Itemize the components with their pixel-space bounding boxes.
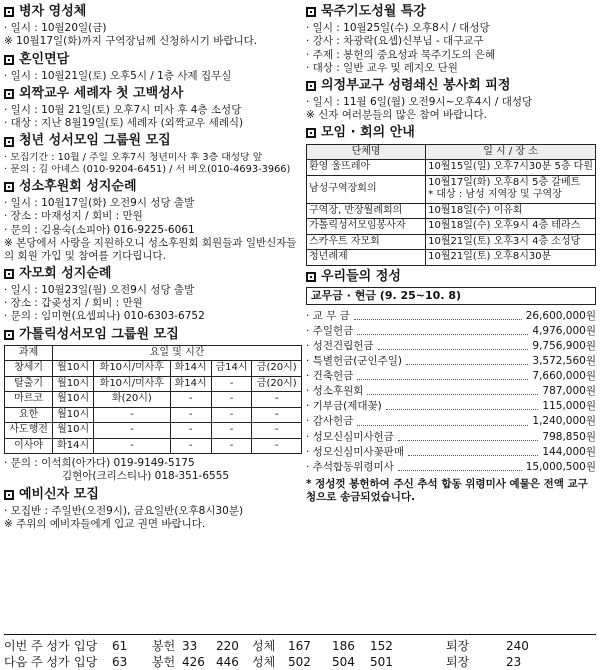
offering-label: · 성모신심미사헌금 — [306, 430, 394, 443]
hymn-cell: 성체 — [252, 654, 276, 669]
offering-amount: 9,756,900원 — [532, 339, 596, 352]
text-line: · 모집반 : 주일반(오전9시), 금요일반(오후8시30분) — [4, 504, 244, 517]
offering-label: · 성소후원회 — [306, 385, 364, 398]
table-header: 단체명 — [307, 144, 426, 160]
offering-item — [306, 354, 596, 369]
section-title: 병자 영성체 — [19, 4, 87, 19]
offering-amount: 4,976,000원 — [532, 324, 596, 337]
square-bullet-icon — [306, 7, 316, 17]
hymn-footer — [4, 634, 596, 670]
square-bullet-icon — [306, 272, 316, 282]
section-title: 청년 성서모임 그룹원 모집 — [19, 133, 171, 149]
hymn-cell: 63 — [112, 654, 128, 669]
offering-amount: 144,000원 — [542, 445, 596, 458]
offering-label: · 성모신심미사꽃판매 — [306, 445, 404, 458]
text-line: · 문의 : 김 아녜스 (010-9204-6451) / 서 비오(010-4693-3966) — [4, 163, 291, 175]
hymn-cell: 입당 — [74, 638, 98, 653]
offering-amount: 3,572,560원 — [532, 354, 596, 367]
section-bible-group — [4, 327, 302, 484]
table-row: 구역장, 반장월례회의 10월18일(수) 이유회 — [307, 203, 596, 219]
table-row: 탈출기 월10시 화10시/미사후 화14시 - 금(20시) — [5, 376, 302, 392]
section-sick-communion — [4, 4, 302, 49]
offering-label: · 성전건립헌금 — [306, 339, 374, 352]
text-line: ※ 주위의 예비자들에게 입교 권면 바랍니다. — [4, 517, 206, 530]
offering-item — [306, 445, 596, 460]
square-bullet-icon — [4, 182, 14, 192]
table-row: 이사야 화14시 - - - - — [5, 438, 302, 454]
text-line: · 일시 : 10월17일(화) 오전9시 성당 출발 — [4, 197, 195, 210]
square-bullet-icon — [306, 81, 316, 91]
offering-amount: 787,000원 — [542, 385, 596, 398]
section-title: 의정부교구 성령쇄신 봉사회 피정 — [321, 77, 511, 93]
offering-item — [306, 414, 596, 429]
text-line: · 일시 : 10월23일(월) 오전9시 성당 출발 — [4, 284, 195, 297]
hymn-cell: 61 — [112, 638, 128, 653]
text-line: · 일시 : 10월 21일(토) 오후7시 미사 후 4층 소성당 — [4, 104, 242, 117]
text-line: · 장소 : 마재성지 / 회비 : 만원 — [4, 210, 143, 223]
square-bullet-icon — [4, 7, 14, 17]
text-line: · 모집기간 : 10월 / 주일 오후7시 청년미사 후 3층 대성당 앞 — [4, 151, 263, 163]
table-header: 요일 및 시간 — [53, 345, 302, 361]
offering-label: · 감사헌금 — [306, 415, 354, 428]
section-title: 우리들의 정성 — [321, 268, 401, 284]
offering-amount: 1,240,000원 — [532, 415, 596, 428]
text-line: · 강사 : 차광락(요셉)신부님 - 대구교구 — [306, 35, 484, 48]
section-title: 혼인면담 — [19, 51, 70, 67]
section-offerings — [306, 269, 596, 505]
text-line: · 주제 : 봉헌의 중요성과 묵주기도의 은혜 — [306, 48, 496, 61]
text-line: ※ 본당에서 사랑을 지원하오니 성소후원회 회원들과 일반신자들의 회원 가입 및 참여를 기다립니다. — [4, 236, 297, 262]
text-line: · 문의 : 김용숙(소피아) 016-9225-6061 — [4, 223, 195, 236]
square-bullet-icon — [4, 55, 14, 65]
offering-item — [306, 384, 596, 399]
table-row: 마르코 월10시 화(20시) - - - — [5, 392, 302, 408]
text-line: 김현아(크리스티나) 018-351-6555 — [62, 470, 230, 483]
section-title: 모임 · 회의 안내 — [321, 125, 415, 141]
section-title: 자모회 성지순례 — [19, 265, 112, 281]
hymn-cell: 167 — [288, 638, 311, 653]
text-line: ※ 10월17일(화)까지 구역장님께 신청하시기 바랍니다. — [4, 35, 258, 48]
offering-note: * 정성껏 봉헌하여 주신 추석 합동 위령미사 예물은 전액 교구청으로 송금되었습니다. — [306, 477, 588, 503]
section-title: 외짝교우 세례자 첫 고백성사 — [19, 85, 184, 101]
section-youth-bible-group — [4, 133, 302, 176]
hymn-cell: 퇴장 — [446, 638, 470, 653]
text-line: · 문의 : 이석희(아가다) 019-9149-5175 — [4, 457, 195, 470]
square-bullet-icon — [4, 137, 14, 147]
hymn-cell: 이번 주 성가 — [4, 638, 70, 653]
text-line: · 일시 : 10월21일(토) 오후5시 / 1층 사제 집무실 — [4, 69, 232, 82]
right-column — [306, 4, 596, 507]
offering-label: · 특별헌금(군인주일) — [306, 354, 403, 367]
section-marriage-interview — [4, 52, 302, 83]
section-title: 가톨릭성서모임 그룹원 모집 — [19, 326, 179, 342]
hymn-cell: 23 — [506, 654, 522, 669]
table-row: 창세기 월10시 화10시/미사후 화14시 금14시 금(20시) — [5, 361, 302, 377]
section-catechumen — [4, 487, 302, 532]
text-line: · 대상 : 지난 8월19일(토) 세례자 (외짝교우 세례식) — [4, 117, 244, 130]
offering-amount: 115,000원 — [542, 400, 596, 413]
offering-period-box: 교무금 · 현금 (9. 25~10. 8) — [306, 287, 596, 305]
text-line: · 문의 : 임미현(요셉피나) 010-6303-6752 — [4, 310, 205, 323]
text-line: · 일시 : 10월20일(금) — [4, 22, 107, 35]
hymn-cell: 446 — [216, 654, 239, 669]
offering-amount: 26,600,000원 — [525, 309, 596, 322]
hymn-row-next-week — [4, 654, 596, 670]
table-row: 요한 월10시 - - - - — [5, 407, 302, 423]
section-rosary-lecture — [306, 4, 596, 75]
hymn-cell: 33 — [182, 638, 198, 653]
hymn-cell: 다음 주 성가 — [4, 654, 70, 669]
section-meetings — [306, 125, 596, 265]
offering-label: · 추석합동위령미사 — [306, 460, 394, 473]
hymn-cell: 봉헌 — [152, 654, 176, 669]
offering-item — [306, 324, 596, 339]
square-bullet-icon — [4, 269, 14, 279]
left-column — [4, 4, 302, 534]
hymn-cell: 봉헌 — [152, 638, 176, 653]
hymn-cell: 입당 — [74, 654, 98, 669]
hymn-cell: 501 — [370, 654, 393, 669]
section-first-confession — [4, 86, 302, 131]
offerings-list — [306, 309, 596, 475]
section-title: 묵주기도성월 특강 — [321, 4, 426, 19]
text-line: · 일시 : 11월 6일(월) 오전9시~오후4시 / 대성당 — [306, 96, 533, 108]
hymn-cell: 186 — [332, 638, 355, 653]
section-title: 성소후원회 성지순례 — [19, 179, 137, 195]
offering-label: · 교 무 금 — [306, 309, 350, 322]
table-row: 청년례제 10월21일(토) 오후8시30분 — [307, 250, 596, 266]
table-row: 남성구역장회의 10월17일(화) 오후8시 5층 갈베트 * 대상 : 남성 지역장 및 구역장 — [307, 175, 596, 203]
section-vocation-pilgrimage — [4, 179, 302, 263]
section-mothers-pilgrimage — [4, 266, 302, 324]
offering-amount: 7,660,000원 — [532, 370, 596, 382]
table-header: 과제 — [5, 345, 53, 361]
hymn-cell: 152 — [370, 638, 393, 653]
hymn-row-this-week — [4, 638, 596, 654]
bible-group-table — [4, 345, 302, 455]
table-row: 가톨릭성서모임봉사자 10월18일(수) 오후9시 4층 테라스 — [307, 219, 596, 235]
hymn-cell: 240 — [506, 638, 529, 653]
hymn-cell: 220 — [216, 638, 239, 653]
offering-item — [306, 430, 596, 445]
offering-label: · 주일헌금 — [306, 324, 354, 337]
offering-label: · 기부금(제대꽃) — [306, 400, 382, 413]
text-line: · 일시 : 10월25일(수) 오후8시 / 대성당 — [306, 22, 490, 35]
offering-item — [306, 399, 596, 414]
square-bullet-icon — [306, 128, 316, 138]
offering-label: · 건축헌금 — [306, 370, 354, 382]
hymn-cell: 504 — [332, 654, 355, 669]
table-header: 일 시 / 장 소 — [426, 144, 596, 160]
text-line: ※ 신자 여러분들의 많은 참여 바랍니다. — [306, 109, 487, 122]
text-line: · 대상 : 일반 교우 및 레지오 단원 — [306, 61, 458, 74]
section-renewal-retreat — [306, 78, 596, 123]
offering-item — [306, 309, 596, 324]
text-line: · 장소 : 갑곶성지 / 회비 : 만원 — [4, 297, 143, 310]
offering-item — [306, 460, 596, 475]
offering-amount: 15,000,500원 — [525, 460, 596, 473]
offering-item — [306, 369, 596, 384]
square-bullet-icon — [4, 490, 14, 500]
square-bullet-icon — [4, 89, 14, 99]
section-title: 예비신자 모집 — [19, 486, 99, 502]
square-bullet-icon — [4, 330, 14, 340]
hymn-cell: 426 — [182, 654, 205, 669]
table-row: 환영 울뜨레아 10월15일(일) 오후7시30분 5층 다원 — [307, 160, 596, 176]
table-row: 사도행전 월10시 - - - - — [5, 423, 302, 439]
hymn-cell: 502 — [288, 654, 311, 669]
hymn-cell: 성체 — [252, 638, 276, 653]
hymn-cell: 퇴장 — [446, 654, 470, 669]
meetings-table — [306, 144, 596, 266]
offering-item — [306, 339, 596, 354]
table-row: 스카우트 자모회 10월21일(토) 오후3시 4층 소성당 — [307, 234, 596, 250]
offering-amount: 798,850원 — [542, 430, 596, 443]
